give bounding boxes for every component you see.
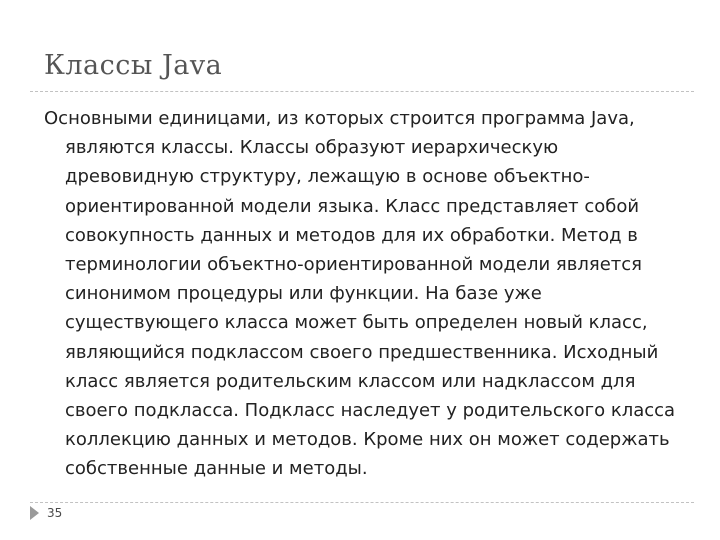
slide-title: Классы Java — [44, 50, 223, 81]
slide-body-text: Основными единицами, из которых строится программа Java, являются классы. Классы образуют иерархическую древовидную структуру, лежащую в основе объектно-ориентированной модели языка. Класс представляет собой совокупность данных и методов для их обработки. Метод в терминологии объектно-ориентированной модели является синонимом процедуры или функции. На базе уже существующего класса может быть определен новый класс, являющийся подклассом своего предшественника. Исходный класс является родительским классом или надклассом для своего подкласса. Подкласс наследует у родительского класса коллекцию данных и методов. Кроме них он может содержать собственные данные и методы. — [44, 108, 676, 480]
title-divider — [30, 91, 694, 92]
page-number-area — [30, 506, 62, 520]
footer-divider — [30, 502, 694, 503]
triangle-right-icon — [30, 506, 39, 520]
page-number: 35 — [47, 506, 63, 520]
